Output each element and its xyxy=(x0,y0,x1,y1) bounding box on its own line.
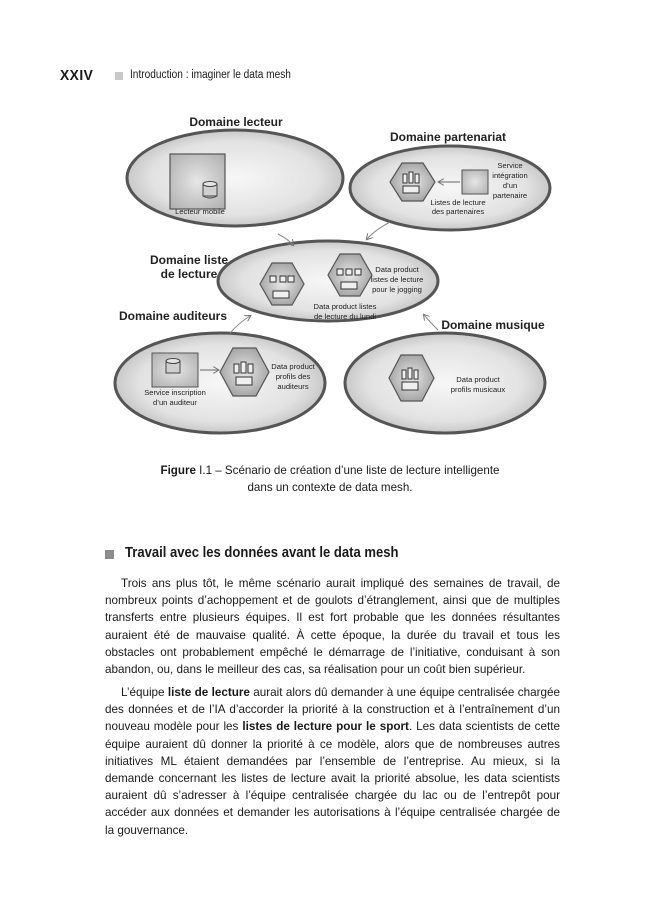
page-number: XXIV xyxy=(60,67,94,84)
svg-text:de lecture du lundi: de lecture du lundi xyxy=(313,312,377,321)
paragraph-1: Trois ans plus tôt, le même scénario aurait impliqué des semaines de travail, de nombreux points d’achoppement et de goulots d’étranglement, ainsi que de multiples transferts entre plusieurs équipes. Il est fort probable que les données résultantes auraient été de mauvaise qualité. À cette époque, la durée du travail et tous les obstacles ont probablement empêché le démarrage de l’initiative, conduisant à son abandon, ou, dans le meilleur des cas, sa réalisation pour un coût bien supérieur. xyxy=(105,577,560,677)
component-label-service-inscription xyxy=(144,388,206,407)
running-header xyxy=(60,67,600,87)
component-label-lecteur-mobile: Lecteur mobile xyxy=(175,207,225,216)
svg-text:intégration: intégration xyxy=(492,171,528,180)
svg-text:d’un auditeur: d’un auditeur xyxy=(153,398,197,407)
caption-line-1 xyxy=(160,464,499,477)
database-icon xyxy=(203,182,217,199)
component-label-listes-partenaires xyxy=(430,198,485,216)
svg-text:Service inscription: Service inscription xyxy=(144,388,206,397)
domain-ellipse-partenariat xyxy=(350,146,550,230)
svg-text:Data product: Data product xyxy=(375,265,419,274)
section-title: Travail avec les données avant le data mesh xyxy=(125,545,399,561)
caption-text-1: – Scénario de création d’une liste de lecture intelligente xyxy=(212,464,500,477)
component-label-dp-jogging xyxy=(371,265,424,294)
caption-text-2: dans un contexte de data mesh. xyxy=(247,481,413,494)
svg-text:auditeurs: auditeurs xyxy=(277,382,309,391)
emphasis-listes-sport: listes de lecture pour le sport xyxy=(242,720,409,734)
svg-text:listes de lecture: listes de lecture xyxy=(370,275,424,284)
section-bullet xyxy=(105,550,114,559)
domain-label-liste-de-lecture xyxy=(150,253,228,281)
domain-ellipse-lecteur xyxy=(127,130,343,226)
figure-data-mesh-scenario xyxy=(100,108,560,453)
database-icon xyxy=(166,359,180,374)
svg-text:profils des: profils des xyxy=(275,372,311,381)
caption-number: I.1 xyxy=(199,464,213,477)
svg-text:partenaire: partenaire xyxy=(492,191,528,200)
component-label-dp-lundi xyxy=(314,302,377,321)
svg-text:de lecture: de lecture xyxy=(160,267,218,281)
domain-label-musique: Domaine musique xyxy=(441,318,545,332)
svg-text:Data product listes: Data product listes xyxy=(313,302,377,311)
svg-text:d’un: d’un xyxy=(502,181,518,190)
svg-text:Data product: Data product xyxy=(271,362,315,371)
domain-label-auditeurs: Domaine auditeurs xyxy=(118,309,228,323)
arrow-partenariat-to-liste xyxy=(367,222,390,239)
figure-caption xyxy=(100,462,560,496)
figure-diagram xyxy=(100,108,560,453)
data-product-icon xyxy=(403,172,419,193)
svg-text:profils musicaux: profils musicaux xyxy=(450,385,506,394)
data-product-icon xyxy=(402,368,418,390)
svg-text:des partenaires: des partenaires xyxy=(431,207,485,216)
domain-label-partenariat: Domaine partenariat xyxy=(389,130,507,144)
running-title: Introduction : imaginer le data mesh xyxy=(130,69,291,81)
domain-ellipse-musique xyxy=(345,333,545,433)
arrow-musique-to-liste xyxy=(424,315,438,330)
svg-text:Listes de lecture: Listes de lecture xyxy=(430,198,486,207)
domain-label-lecteur: Domaine lecteur xyxy=(189,115,283,129)
component-label-dp-musicaux xyxy=(451,375,506,394)
svg-text:Data product: Data product xyxy=(456,375,500,384)
mobile-player-box xyxy=(170,154,225,209)
data-product-icon xyxy=(234,362,253,385)
svg-text:pour le jogging: pour le jogging xyxy=(372,285,422,294)
emphasis-liste-de-lecture: liste de lecture xyxy=(167,686,250,699)
svg-text:Domaine liste: Domaine liste xyxy=(149,253,229,267)
arrow-auditeurs-to-liste xyxy=(230,316,250,333)
svg-text:Service: Service xyxy=(497,161,523,170)
partner-service-box xyxy=(462,170,488,194)
header-bullet xyxy=(115,72,123,80)
caption-label: Figure xyxy=(160,464,196,477)
paragraph-2: L’équipe liste de lecture aurait alors dû demander à une équipe centralisée chargée des données et de l’IA d’accorder la priorité à la construction et à l’entraînement d’un nouveau modèle pour les listes de lecture pour le sport. Les data scientists de cette équipe auraient dû donner la priorité à ce modèle, alors que de nombreuses autres initiatives ML étaient demandées par l’ensemble de l’entreprise. Au mieux, si la demande concernant les listes de lecture avait la priorité absolue, les data scientists auraient dû s’adresser à l’équipe centralisée chargée du lac ou de l’entrepôt pour accéder aux données et demander les autorisations à l’équipe centralisée chargée de la gouvernance. xyxy=(105,686,560,837)
